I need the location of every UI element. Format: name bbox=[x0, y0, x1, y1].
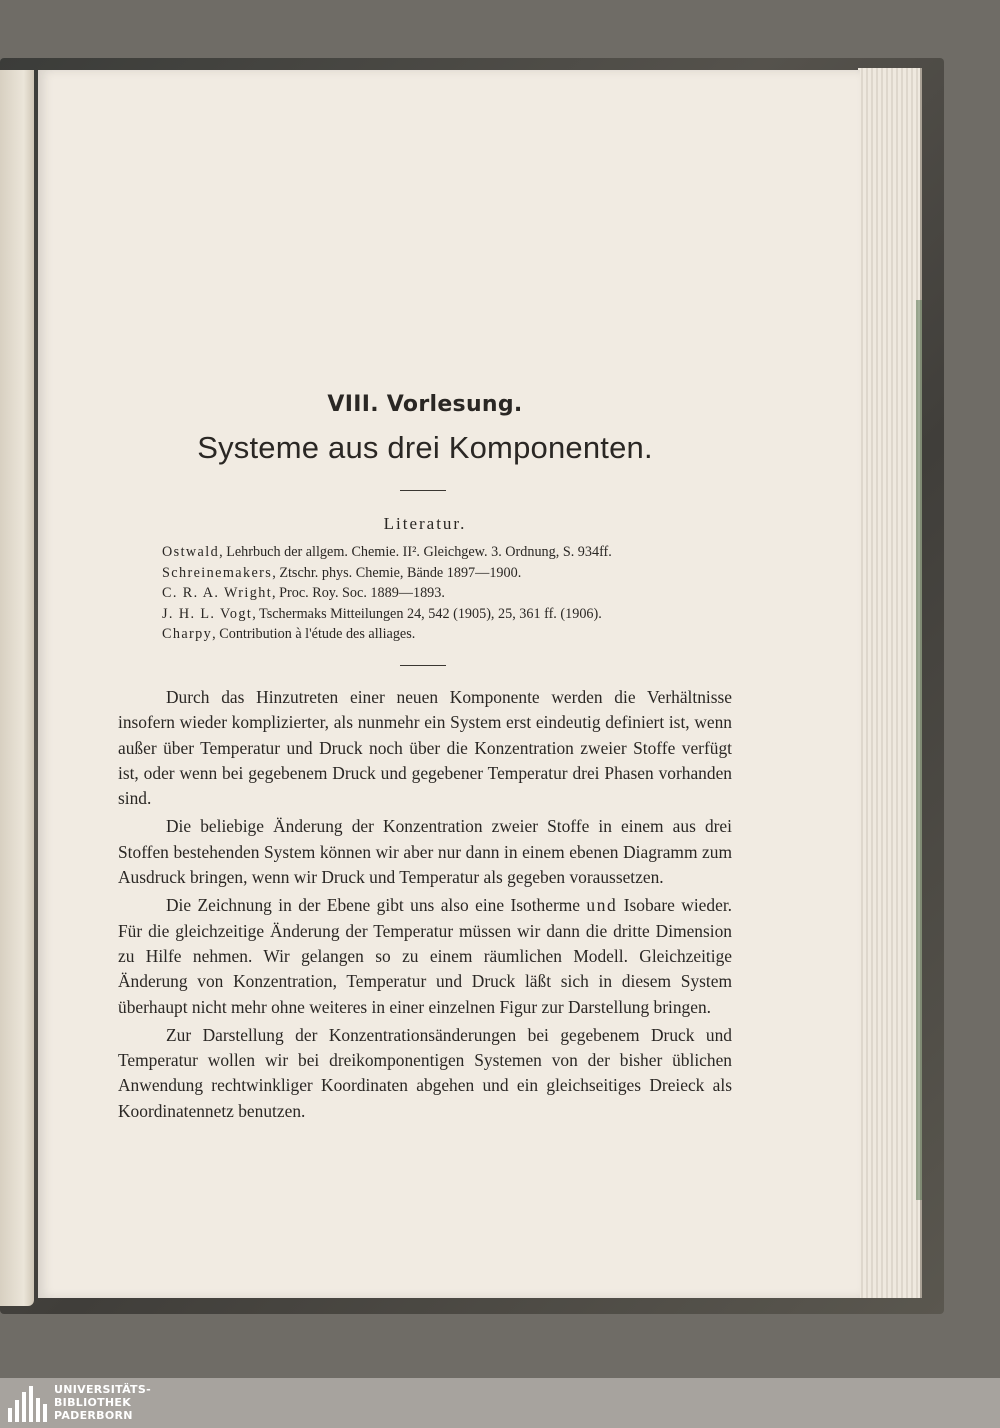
paragraph-text: Isobare wieder. Für die gleichzeitige Änderung der Temperatur müssen wir dann die dritte Dimension zu Hilfe nehmen. Wir gelangen so zu einem räumlichen Modell. Gleichzeitige Änderung von Konzentration, Temperatur und Druck läßt sich in diesem System überhaupt nicht mehr ohne weiteres in einer einzelnen Figur zur Darstellung bringen. bbox=[118, 895, 732, 1017]
divider-rule bbox=[400, 665, 446, 666]
library-name-line: PADERBORN bbox=[54, 1409, 133, 1422]
cover-green-strip bbox=[916, 300, 922, 1200]
library-logo-icon bbox=[8, 1386, 48, 1422]
ref-text: , Lehrbuch der allgem. Chemie. II². Gleichgew. 3. Ordnung, S. 934ff. bbox=[219, 544, 612, 560]
ref-author: J. H. L. Vogt bbox=[162, 605, 253, 622]
ref-text: , Tschermaks Mitteilungen 24, 542 (1905), 25, 361 ff. (1906). bbox=[252, 605, 602, 622]
ref-text: , Contribution à l'étude des alliages. bbox=[212, 626, 416, 642]
literature-item bbox=[162, 624, 742, 645]
paragraph: Die beliebige Änderung der Konzentration zweier Stoffe in einem aus drei Stoffen bestehenden System können wir aber nur dann in einem ebenen Diagramm zum Ausdruck bringen, wenn wir Druck und Temperatur als gegeben voraussetzen. bbox=[118, 816, 732, 888]
literature-heading: Literatur. bbox=[383, 514, 467, 533]
paragraph-text: Die Zeichnung in der Ebene gibt uns also eine Isotherme bbox=[166, 895, 587, 916]
logo-bar bbox=[29, 1386, 33, 1422]
library-name-line: BIBLIOTHEK bbox=[54, 1396, 132, 1409]
ref-author: Charpy bbox=[162, 626, 213, 642]
lecture-number: VIII. Vorlesung. bbox=[327, 392, 523, 417]
literature-list bbox=[162, 542, 742, 645]
library-footer bbox=[0, 1378, 1000, 1428]
library-name-line: UNIVERSITÄTS- bbox=[54, 1383, 151, 1396]
literature-item bbox=[162, 583, 742, 604]
logo-bar bbox=[8, 1408, 12, 1422]
ref-author: Ostwald bbox=[162, 544, 220, 560]
paragraph: Zur Darstellung der Konzentrationsänderungen bei gegebenem Druck und Temperatur wollen wir bei dreikomponentigen Systemen von der bisher üblichen Anwendung rechtwinkliger Koordinaten abgehen und ein gleichseitiges Dreieck als Koordinatennetz benutzen. bbox=[118, 1024, 732, 1121]
spaced-word: und bbox=[586, 895, 618, 916]
library-name bbox=[54, 1383, 151, 1422]
logo-bar bbox=[22, 1392, 26, 1422]
lecture-title: Systeme aus drei Komponenten. bbox=[197, 430, 653, 465]
literature-item bbox=[162, 542, 742, 563]
page-stack-edge bbox=[858, 68, 922, 1298]
paragraph bbox=[118, 893, 732, 1019]
literature-item bbox=[162, 604, 742, 625]
left-page-edge bbox=[0, 70, 34, 1306]
logo-bar bbox=[43, 1404, 47, 1422]
divider-rule bbox=[400, 490, 446, 491]
ref-text: , Ztschr. phys. Chemie, Bände 1897—1900. bbox=[272, 564, 522, 581]
paragraph: Durch das Hinzutreten einer neuen Komponente werden die Verhältnisse insofern wieder komplizierter, als nunmehr ein System erst eindeutig definiert ist, wenn außer über Temperatur und Druck noch über die Konzentration zweier Stoffe verfügt ist, oder wenn bei gegebenem Druck und gegebener Temperatur drei Phasen vorhanden sind. bbox=[118, 687, 732, 809]
literature-item bbox=[162, 563, 742, 584]
logo-bar bbox=[36, 1398, 40, 1422]
ref-author: Schreinemakers bbox=[162, 564, 273, 581]
logo-bar bbox=[15, 1400, 19, 1422]
ref-text: , Proc. Roy. Soc. 1889—1893. bbox=[272, 585, 445, 601]
ref-author: C. R. A. Wright bbox=[162, 585, 273, 601]
book-page bbox=[38, 70, 860, 1298]
body-text bbox=[118, 685, 732, 1127]
